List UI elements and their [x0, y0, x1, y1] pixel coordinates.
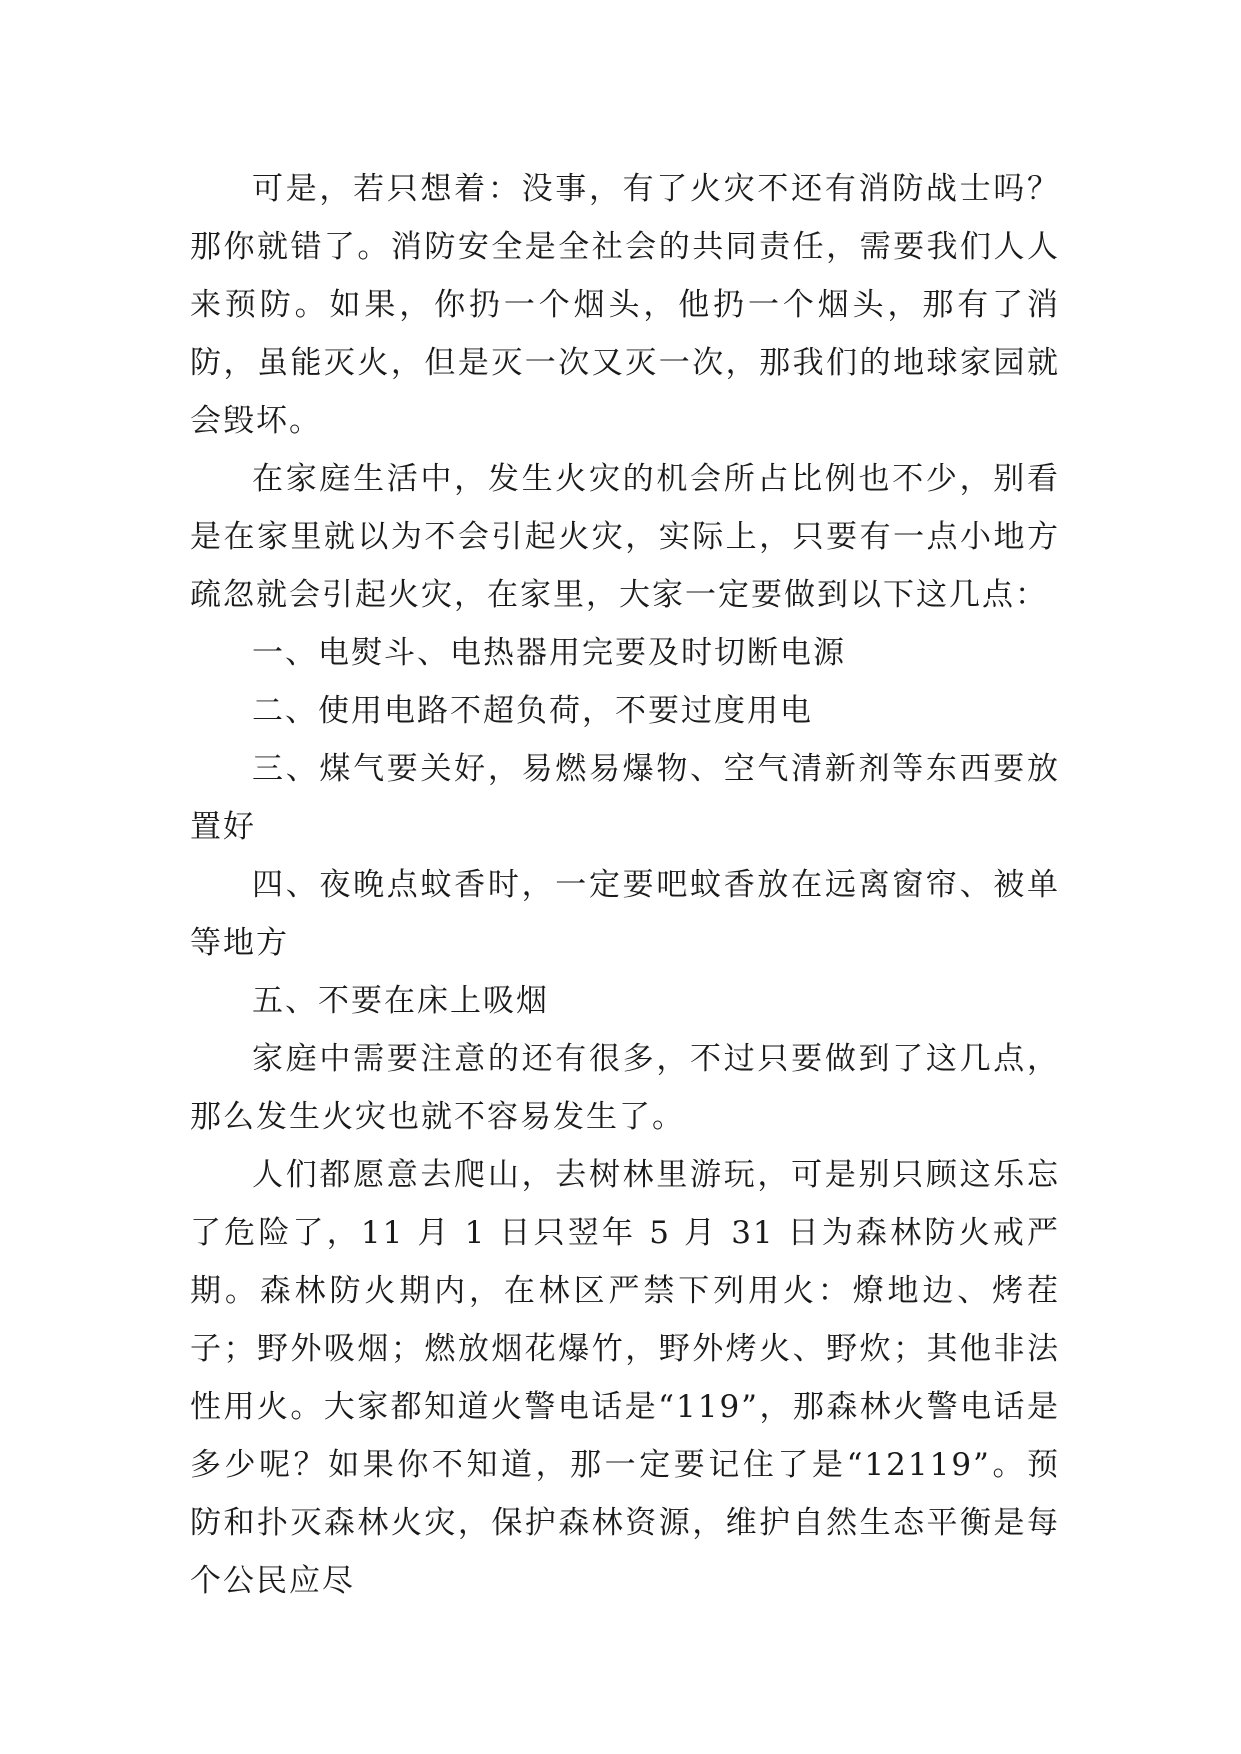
list-item-4: 四、夜晚点蚊香时，一定要吧蚊香放在远离窗帘、被单等地方: [190, 867, 1060, 961]
paragraph-home-fire: 在家庭生活中，发生火灾的机会所占比例也不少，别看是在家里就以为不会引起火灾，实际上，只要有一点小地方疏忽就会引起火灾，在家里，大家一定要做到以下这几点：: [190, 461, 1060, 613]
paragraph-home-summary: 家庭中需要注意的还有很多，不过只要做到了这几点，那么发生火灾也就不容易发生了。: [190, 1041, 1060, 1135]
paragraph-firefighters: 可是，若只想着：没事，有了火灾不还有消防战士吗？那你就错了。消防安全是全社会的共同责任，需要我们人人来预防。如果，你扔一个烟头，他扔一个烟头，那有了消防，虽能灭火，但是灭一次又灭一次，那我们的地球家园就会毁坏。: [190, 171, 1060, 439]
list-item-3: 三、煤气要关好，易燃易爆物、空气清新剂等东西要放置好: [190, 751, 1060, 845]
list-item-2: 二、使用电路不超负荷，不要过度用电: [252, 693, 813, 729]
list-item-1: 一、电熨斗、电热器用完要及时切断电源: [252, 635, 846, 671]
list-item-5: 五、不要在床上吸烟: [252, 983, 549, 1019]
paragraph-forest-fire: 人们都愿意去爬山，去树林里游玩，可是别只顾这乐忘了危险了，11 月 1 日只翌年 5 月 31 日为森林防火戒严期。森林防火期内，在林区严禁下列用火：燎地边、烤茬子；野外吸烟；燃放烟花爆竹，野外烤火、野炊；其他非法性用火。大家都知道火警电话是“119”，那森林火警电话是多少呢？如果你不知道，那一定要记住了是“12119”。预防和扑灭森林火灾，保护森林资源，维护自然生态平衡是每个公民应尽: [190, 1157, 1060, 1599]
body-text: [190, 160, 1060, 1610]
